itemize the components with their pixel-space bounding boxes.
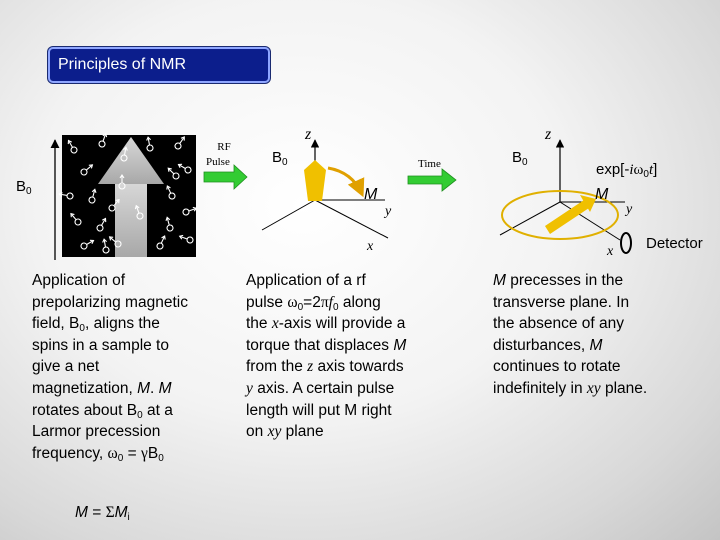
magnetization-vector-panel-2 <box>304 170 326 201</box>
pulse-label: Pulse <box>206 156 230 168</box>
b0-label-panel-3: $B_0$ <box>512 149 528 168</box>
panel-3-description: M precesses in the transverse plane. In the absence of any disturbances, M continues to rotate indefinitely in xy plane. <box>493 272 648 397</box>
detector-coil <box>621 233 631 253</box>
x-label-panel-2: x <box>367 239 374 254</box>
panel-1-description: Application of prepolarizing magnetic field, $B_0$, aligns the spins in a sample to give a net magnetization, M. M rotates about $B_0$ at a Larmor precession frequency, $\omega_0 = \gamma B_0$ <box>32 272 188 464</box>
magnetization-sum-formula: $M = \Sigma M_i$ <box>75 504 130 523</box>
panel-2-description: Application of a rf pulse $\omega_0=2\pi f_0$ along the x-axis will provide a torque that displaces M from the z axis towards y axis. A certain pulse length will put M right on xy plane <box>246 272 407 441</box>
detector-label: Detector <box>646 235 703 252</box>
z-label-panel-2: z <box>305 126 312 143</box>
time-arrow <box>408 169 456 191</box>
m-label-panel-2: M <box>364 186 378 203</box>
y-label-panel-2: y <box>385 204 392 219</box>
x-label-panel-3: x <box>607 244 614 259</box>
magnetization-vector-panel-3 <box>545 200 589 234</box>
exp-label: $\exp[-i\omega_0t]$ <box>596 161 658 180</box>
y-label-panel-3: y <box>626 202 633 217</box>
m-label-panel-3: M <box>595 186 609 203</box>
rf-label: RF <box>217 141 231 153</box>
time-label: Time <box>418 158 441 170</box>
rf-pulse-arrow <box>204 165 247 189</box>
page-title: Principles of NMR <box>58 56 187 73</box>
rotation-arrow <box>328 168 362 194</box>
z-label-panel-3: z <box>545 126 552 143</box>
b0-label-left: $B_0$ <box>16 178 32 197</box>
b0-label-panel-2: $B_0$ <box>272 149 288 168</box>
